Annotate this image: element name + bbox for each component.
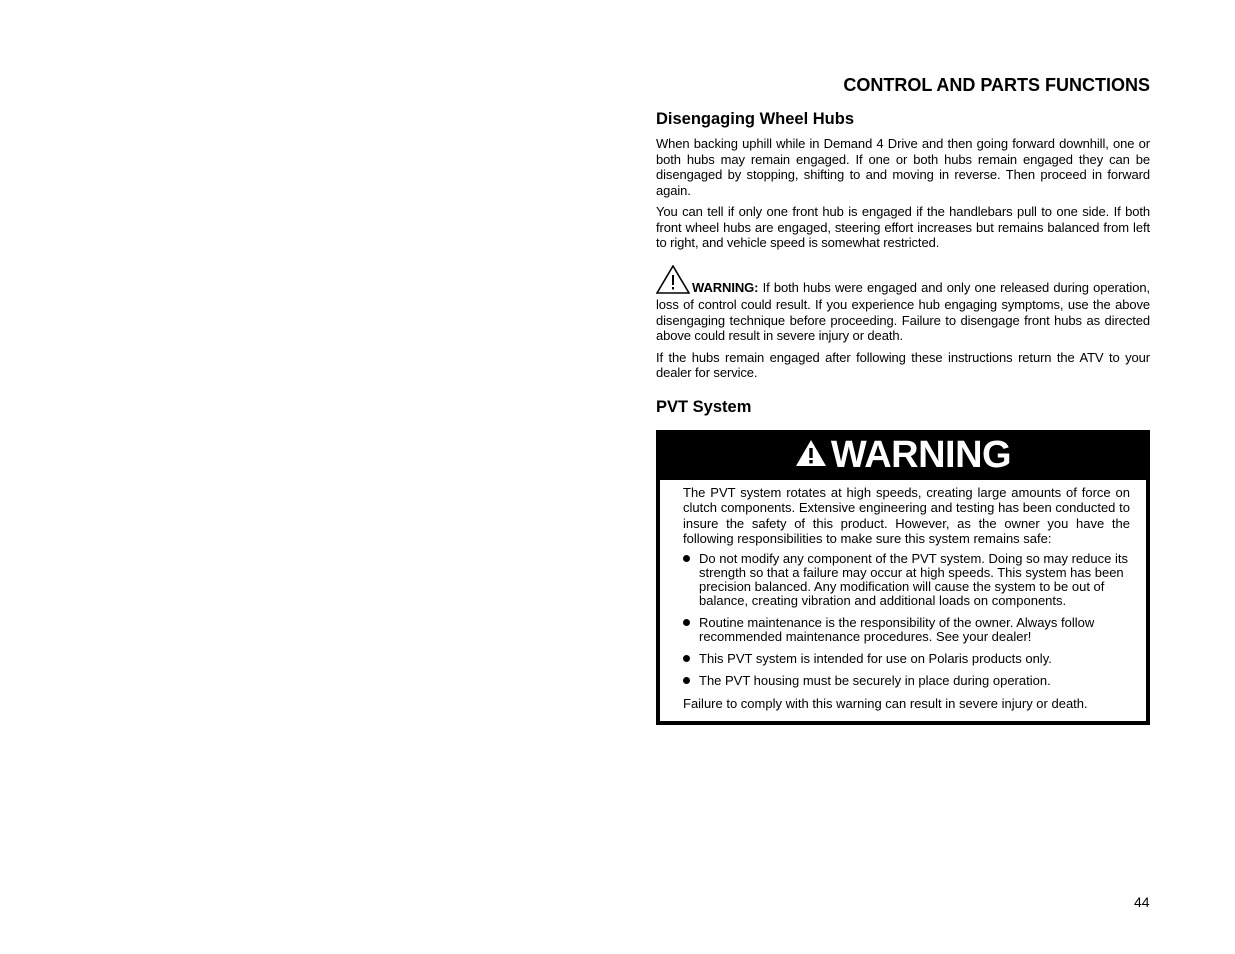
page-number: 44 <box>1134 894 1150 910</box>
list-item: Do not modify any component of the PVT system. Doing so may reduce its strength so that a failure may occur at high speeds. This system has been precision balanced. Any modification will cause the system to be out of balance, creating vibration and additional loads on components. <box>683 552 1130 608</box>
list-item: This PVT system is intended for use on Polaris products only. <box>683 652 1130 666</box>
hubs-warning-label: WARNING: <box>692 279 759 295</box>
warning-closing: Failure to comply with this warning can result in severe injury or death. <box>683 695 1088 711</box>
warning-body <box>660 480 1146 722</box>
hubs-heading: Disengaging Wheel Hubs <box>656 110 855 128</box>
section-title: CONTROL AND PARTS FUNCTIONS <box>843 75 1150 95</box>
bullet-icon <box>683 677 690 684</box>
warning-banner-title: WARNING <box>830 433 1012 476</box>
hubs-paragraph-3: If the hubs remain engaged after following these instructions return the ATV to your dealer for service. <box>656 349 1150 380</box>
list-item: The PVT housing must be securely in place during operation. <box>683 674 1130 688</box>
hubs-warning <box>656 265 1150 344</box>
warning-triangle-icon <box>795 439 827 472</box>
pvt-heading: PVT System <box>656 397 752 416</box>
content-column <box>656 74 1150 725</box>
list-item: Routine maintenance is the responsibility of the owner. Always follow recommended maintenance procedures. See your dealer! <box>683 616 1130 644</box>
bullet-icon <box>683 655 690 662</box>
pvt-warning-box <box>656 430 1150 726</box>
bullet-icon <box>683 555 690 562</box>
warning-banner <box>660 430 1146 480</box>
hubs-warning-text: If both hubs were engaged and only one released during operation, loss of control could result. If you experience hub engaging symptoms, use the above disengaging technique before proceeding. Failure to disengage front hubs as directed above could result in severe injury or death. <box>656 279 1150 343</box>
warning-intro: The PVT system rotates at high speeds, creating large amounts of force on clutch components. Extensive engineering and testing has been conducted to insure the safety of this product. However, as the owner you have the following responsibilities to make sure this system remains safe: <box>683 484 1130 546</box>
hubs-paragraph-2: You can tell if only one front hub is engaged if the handlebars pull to one side. If both front wheel hubs are engaged, steering effort increases but remains balanced from left to right, and vehicle speed is somewhat restricted. <box>656 204 1150 250</box>
warning-bullet-list <box>683 552 1130 688</box>
warning-triangle-icon <box>656 265 690 298</box>
hubs-paragraph-1: When backing uphill while in Demand 4 Drive and then going forward downhill, one or both hubs may remain engaged. If one or both hubs remain engaged they can be disengaged by stopping, shifting to and moving in reverse. Then proceed in forward again. <box>656 136 1150 198</box>
bullet-icon <box>683 619 690 626</box>
